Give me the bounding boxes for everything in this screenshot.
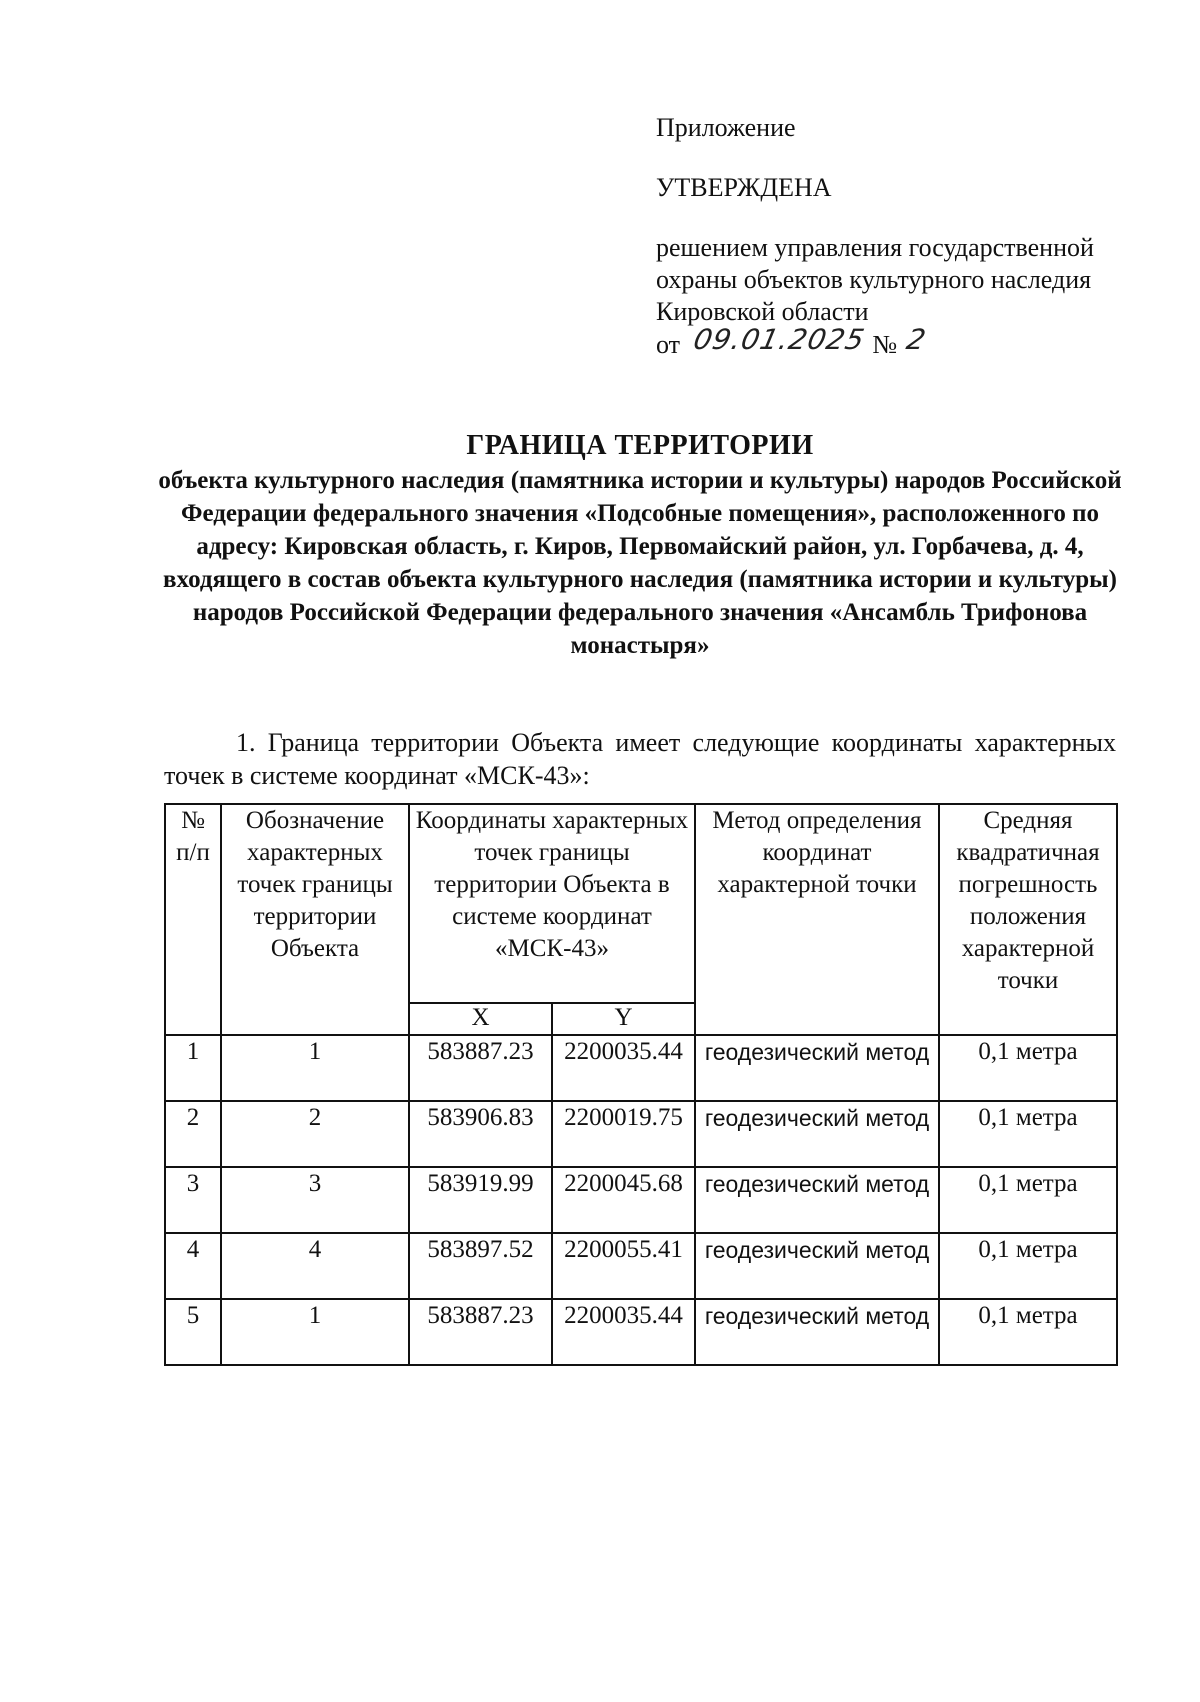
header-num: № п/п [165, 804, 221, 1035]
table-row [165, 1101, 1117, 1167]
cell-num: 4 [165, 1233, 221, 1299]
cell-num: 5 [165, 1299, 221, 1365]
intro-paragraph: 1. Граница территории Объекта имеет следующие координаты характерных точек в системе координат «МСК-43»: [164, 728, 1116, 790]
document-title [150, 428, 1130, 662]
header-x: X [409, 1003, 552, 1035]
title-main: ГРАНИЦА ТЕРРИТОРИИ [466, 430, 814, 461]
cell-point: 1 [221, 1299, 409, 1365]
coordinates-table [164, 803, 1118, 1366]
cell-error: 0,1 метра [939, 1299, 1117, 1365]
cell-y: 2200055.41 [552, 1233, 695, 1299]
cell-y: 2200035.44 [552, 1299, 695, 1365]
cell-method: геодезический метод [695, 1167, 939, 1233]
cell-error: 0,1 метра [939, 1035, 1117, 1101]
handwritten-date: 09.01.2025 [690, 323, 868, 356]
cell-method: геодезический метод [695, 1035, 939, 1101]
handwritten-number: 2 [903, 323, 930, 356]
cell-point: 3 [221, 1167, 409, 1233]
cell-x: 583887.23 [409, 1299, 552, 1365]
cell-x: 583906.83 [409, 1101, 552, 1167]
table-row [165, 1299, 1117, 1365]
approved-label: УТВЕРЖДЕНА [656, 173, 832, 202]
header-method: Метод определения координат характерной точки [695, 804, 939, 1035]
cell-method: геодезический метод [695, 1101, 939, 1167]
cell-y: 2200019.75 [552, 1101, 695, 1167]
appendix-label: Приложение [656, 113, 796, 142]
cell-y: 2200035.44 [552, 1035, 695, 1101]
decision-text: решением управления государственной охраны объектов культурного наследия Кировской области [656, 233, 1094, 326]
cell-point: 2 [221, 1101, 409, 1167]
table-row [165, 1233, 1117, 1299]
header-coordinates: Координаты характерных точек границы территории Объекта в системе координат «МСК-43» [409, 804, 695, 1003]
header-y: Y [552, 1003, 695, 1035]
header-designation: Обозначение характерных точек границы территории Объекта [221, 804, 409, 1035]
cell-y: 2200045.68 [552, 1167, 695, 1233]
title-subtitle: объекта культурного наследия (памятника истории и культуры) народов Российской Федерации федерального значения «Подсобные помещения», расположенного по адресу: Кировская область, г. Киров, Первомайский район, ул. Горбачева, д. 4, входящего в состав объекта культурного наследия (памятника истории и культуры) народов Российской Федерации федерального значения «Ансамбль Трифонова монастыря» [158, 467, 1122, 659]
cell-error: 0,1 метра [939, 1233, 1117, 1299]
cell-x: 583887.23 [409, 1035, 552, 1101]
cell-num: 2 [165, 1101, 221, 1167]
cell-method: геодезический метод [695, 1299, 939, 1365]
cell-num: 3 [165, 1167, 221, 1233]
cell-x: 583919.99 [409, 1167, 552, 1233]
header-error: Средняя квадратичная погрешность положения характерной точки [939, 804, 1117, 1035]
date-prefix: от [656, 330, 681, 359]
cell-num: 1 [165, 1035, 221, 1101]
table-row [165, 1167, 1117, 1233]
cell-x: 583897.52 [409, 1233, 552, 1299]
cell-error: 0,1 метра [939, 1167, 1117, 1233]
number-prefix: № [872, 330, 898, 359]
table-row [165, 1035, 1117, 1101]
date-line [656, 323, 1156, 361]
cell-point: 1 [221, 1035, 409, 1101]
approval-block [656, 112, 1156, 361]
cell-point: 4 [221, 1233, 409, 1299]
cell-method: геодезический метод [695, 1233, 939, 1299]
cell-error: 0,1 метра [939, 1101, 1117, 1167]
